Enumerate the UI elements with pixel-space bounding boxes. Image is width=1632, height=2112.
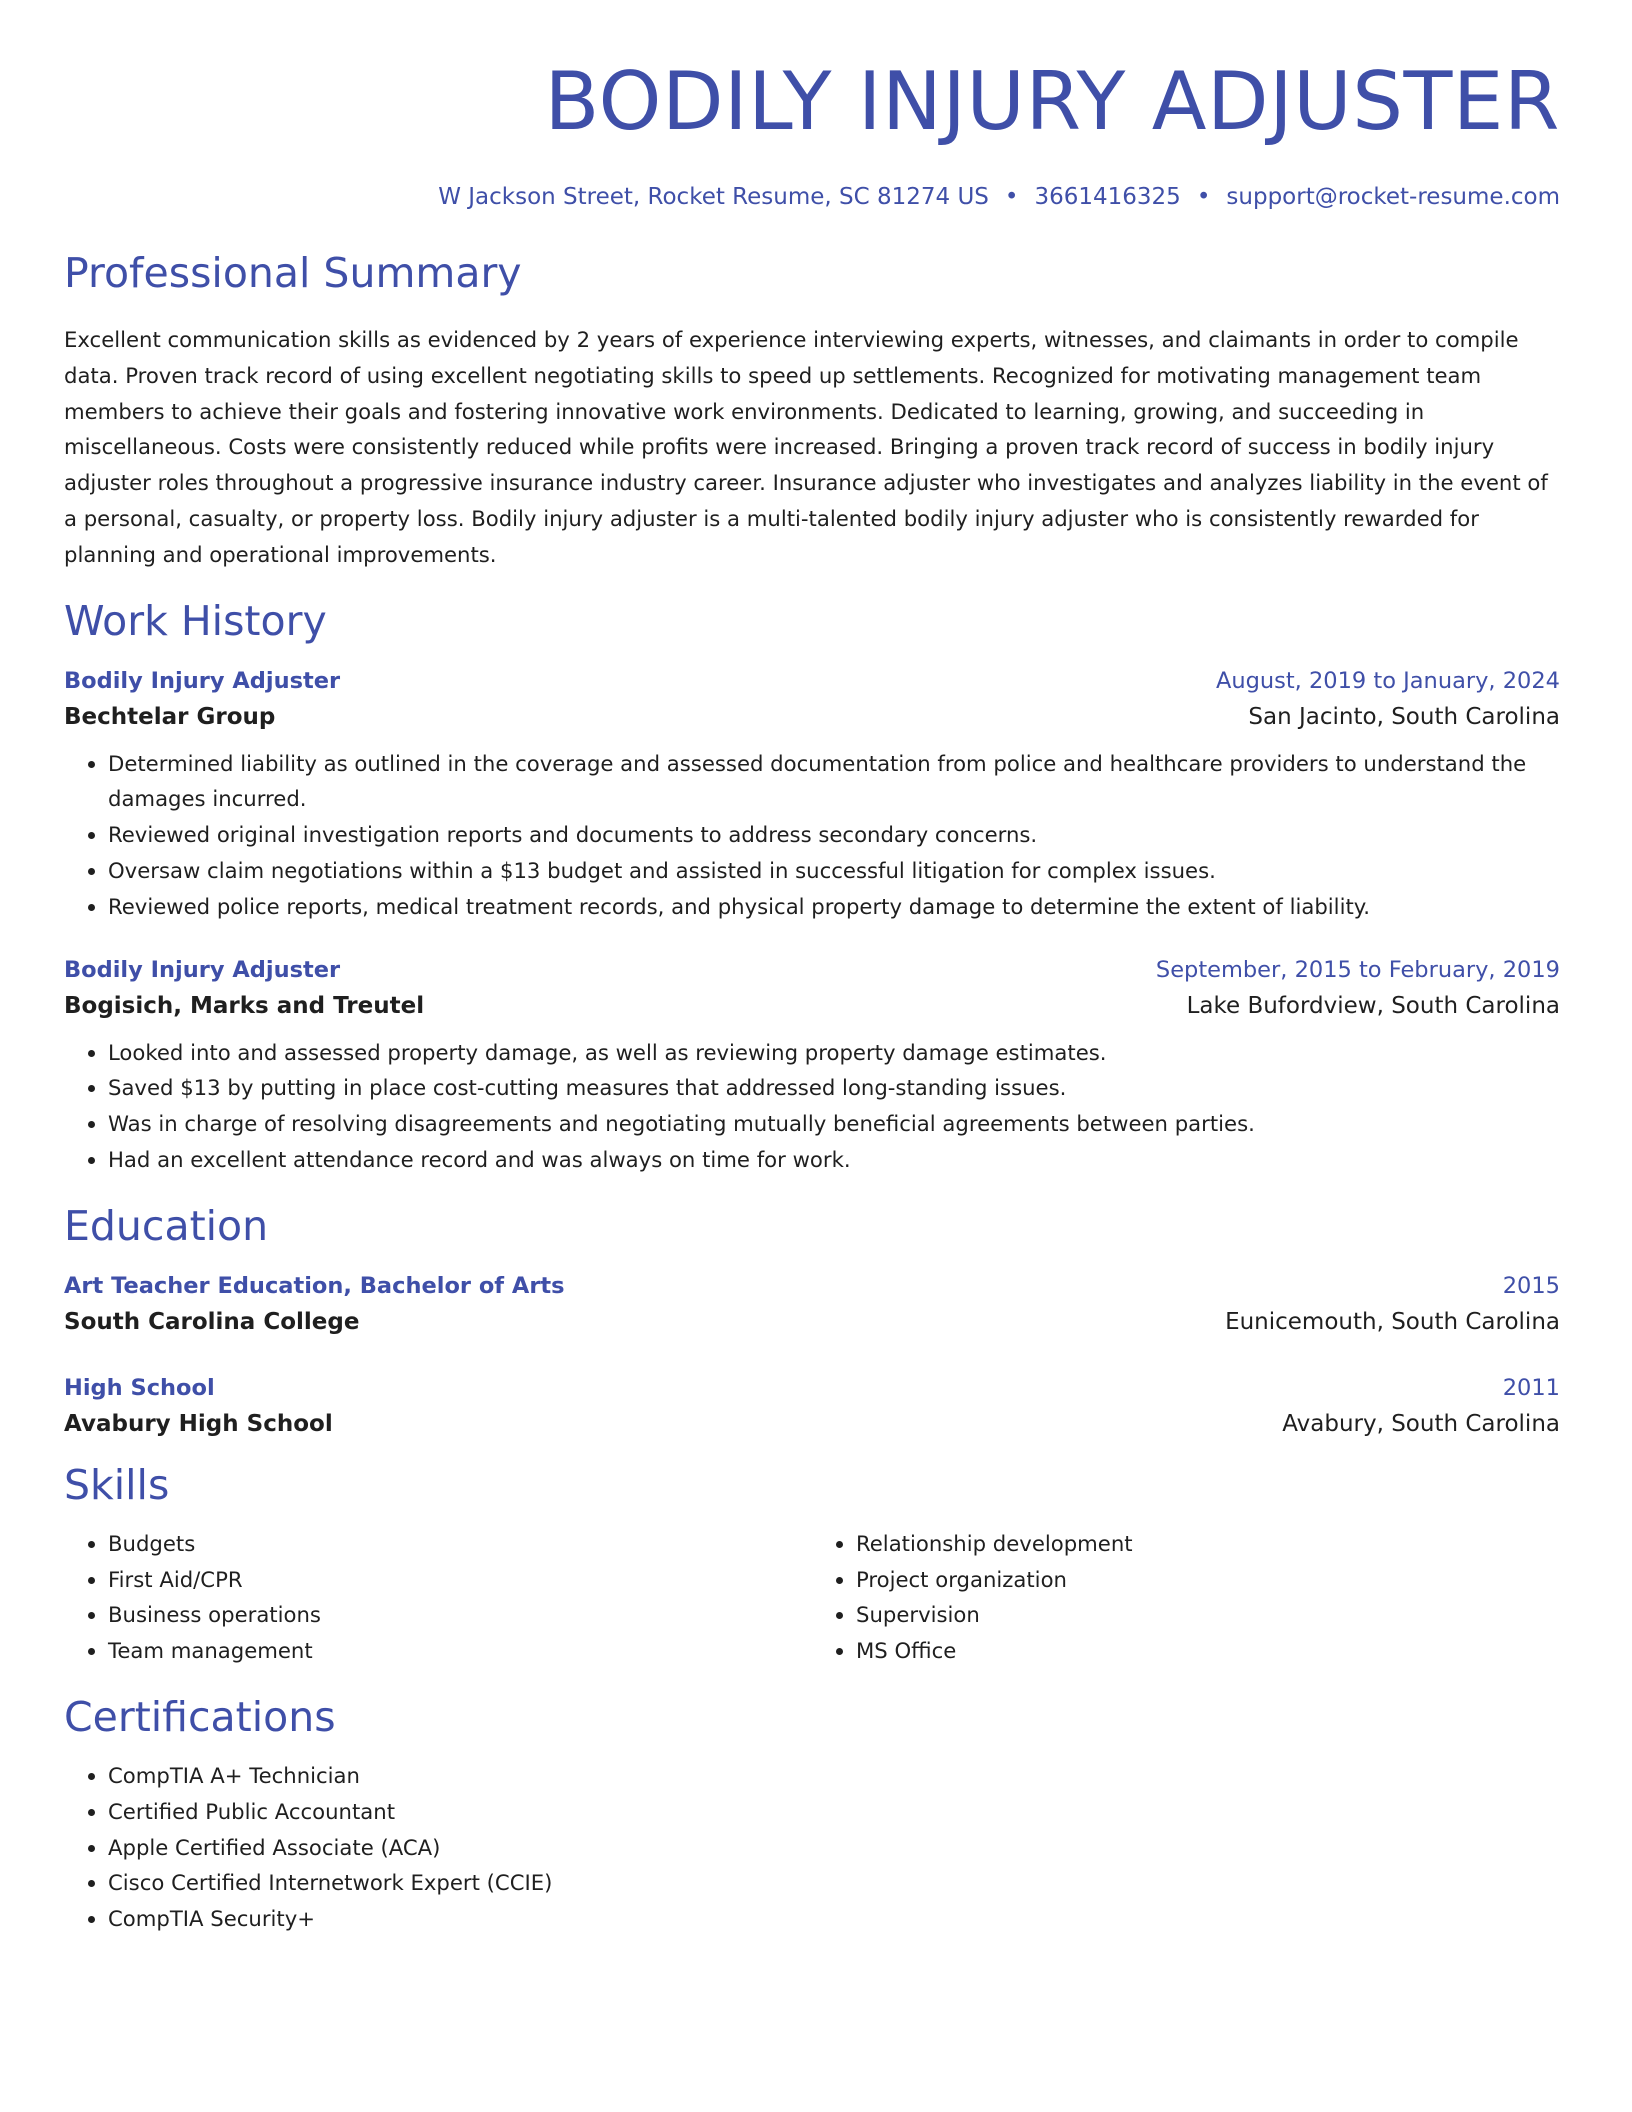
job-bullet: • Oversaw claim negotiations within a $13 budget and assisted in successful litigation for complex issues. — [108, 853, 1560, 889]
degree-name: High School — [64, 1374, 215, 1401]
skills-list-left — [64, 1526, 812, 1669]
certification-item: • CompTIA Security+ — [108, 1901, 1560, 1937]
certification-item: • Cisco Certified Internetwork Expert (CCIE) — [108, 1865, 1560, 1901]
education-section — [64, 1201, 1560, 1437]
job-company: Bechtelar Group — [64, 703, 276, 730]
certification-item: • CompTIA A+ Technician — [108, 1758, 1560, 1794]
job-company: Bogisich, Marks and Treutel — [64, 992, 425, 1019]
job-bullet: • Reviewed police reports, medical treatment records, and physical property damage to determine the extent of liability. — [108, 889, 1560, 925]
school-name: Avabury High School — [64, 1410, 333, 1437]
job-location: San Jacinto, South Carolina — [1248, 703, 1560, 730]
contact-line — [64, 184, 1560, 210]
skills-list-right — [812, 1526, 1560, 1669]
job-entry — [64, 668, 1560, 925]
certifications-title: Certifications — [64, 1692, 336, 1741]
contact-phone: 3661416325 — [1034, 184, 1181, 210]
job-bullet: • Had an excellent attendance record and was always on time for work. — [108, 1142, 1560, 1178]
skill-item: • Project organization — [856, 1562, 1560, 1598]
graduation-year: 2015 — [1502, 1272, 1560, 1299]
summary-text: Excellent communication skills as evidenced by 2 years of experience interviewing experts, witnesses, and claimants in order to compile data. Proven track record of using excellent negotiating skills to speed up settlements. Recognized for motivating management team members to achieve their goals and fostering innovative work environments. Dedicated to learning, growing, and succeeding in miscellaneous. Costs were consistently reduced while profits were increased. Bringing a proven track record of success in bodily injury adjuster roles throughout a progressive insurance industry career. Insurance adjuster who investigates and analyzes liability in the event of a personal, casualty, or property loss. Bodily injury adjuster is a multi-talented bodily injury adjuster who is consistently rewarded for planning and operational improvements. — [64, 327, 1548, 567]
degree-name: Art Teacher Education, Bachelor of Arts — [64, 1272, 565, 1299]
contact-separator: • — [1004, 184, 1019, 210]
job-location: Lake Bufordview, South Carolina — [1186, 992, 1560, 1019]
skill-item: • First Aid/CPR — [108, 1562, 812, 1598]
certifications-list — [64, 1758, 1560, 1937]
school-location: Eunicemouth, South Carolina — [1225, 1308, 1560, 1335]
job-bullet: • Reviewed original investigation reports and documents to address secondary concerns. — [108, 817, 1560, 853]
job-bullets — [64, 746, 1560, 925]
job-entry — [64, 957, 1560, 1178]
skills-title: Skills — [64, 1460, 170, 1509]
resume-page — [64, 0, 1560, 1937]
skill-item: • Business operations — [108, 1597, 812, 1633]
skills-section — [64, 1460, 1560, 1669]
contact-separator: • — [1196, 184, 1211, 210]
school-location: Avabury, South Carolina — [1282, 1410, 1560, 1437]
certifications-section — [64, 1692, 1560, 1937]
job-dates: August, 2019 to January, 2024 — [1215, 667, 1560, 694]
skill-item: • Team management — [108, 1633, 812, 1669]
education-entry — [64, 1375, 1560, 1437]
job-dates: September, 2015 to February, 2019 — [1155, 956, 1560, 983]
skill-item: • Supervision — [856, 1597, 1560, 1633]
job-bullet: • Was in charge of resolving disagreements and negotiating mutually beneficial agreements between parties. — [108, 1106, 1560, 1142]
graduation-year: 2011 — [1502, 1374, 1560, 1401]
work-history-title: Work History — [64, 596, 327, 645]
work-history-section — [64, 596, 1560, 1178]
job-title: Bodily Injury Adjuster — [64, 667, 341, 694]
school-name: South Carolina College — [64, 1308, 360, 1335]
skills-columns — [64, 1526, 1560, 1669]
job-bullet: • Looked into and assessed property damage, as well as reviewing property damage estimates. — [108, 1035, 1560, 1071]
skill-item: • Relationship development — [856, 1526, 1560, 1562]
summary-section — [64, 249, 1560, 573]
certification-item: • Apple Certified Associate (ACA) — [108, 1830, 1560, 1866]
job-bullet: • Determined liability as outlined in the coverage and assessed documentation from police and healthcare providers to understand the damages incurred. — [108, 746, 1560, 818]
contact-address: W Jackson Street, Rocket Resume, SC 81274 US — [438, 184, 989, 210]
job-bullets — [64, 1035, 1560, 1178]
skill-item: • MS Office — [856, 1633, 1560, 1669]
skill-item: • Budgets — [108, 1526, 812, 1562]
job-bullet: • Saved $13 by putting in place cost-cutting measures that addressed long-standing issues. — [108, 1070, 1560, 1106]
contact-email: support@rocket-resume.com — [1226, 184, 1560, 210]
education-entry — [64, 1273, 1560, 1335]
job-title: Bodily Injury Adjuster — [64, 956, 341, 983]
certification-item: • Certified Public Accountant — [108, 1794, 1560, 1830]
education-title: Education — [64, 1201, 269, 1250]
summary-title: Professional Summary — [64, 249, 522, 297]
resume-name: BODILY INJURY ADJUSTER — [544, 55, 1560, 148]
